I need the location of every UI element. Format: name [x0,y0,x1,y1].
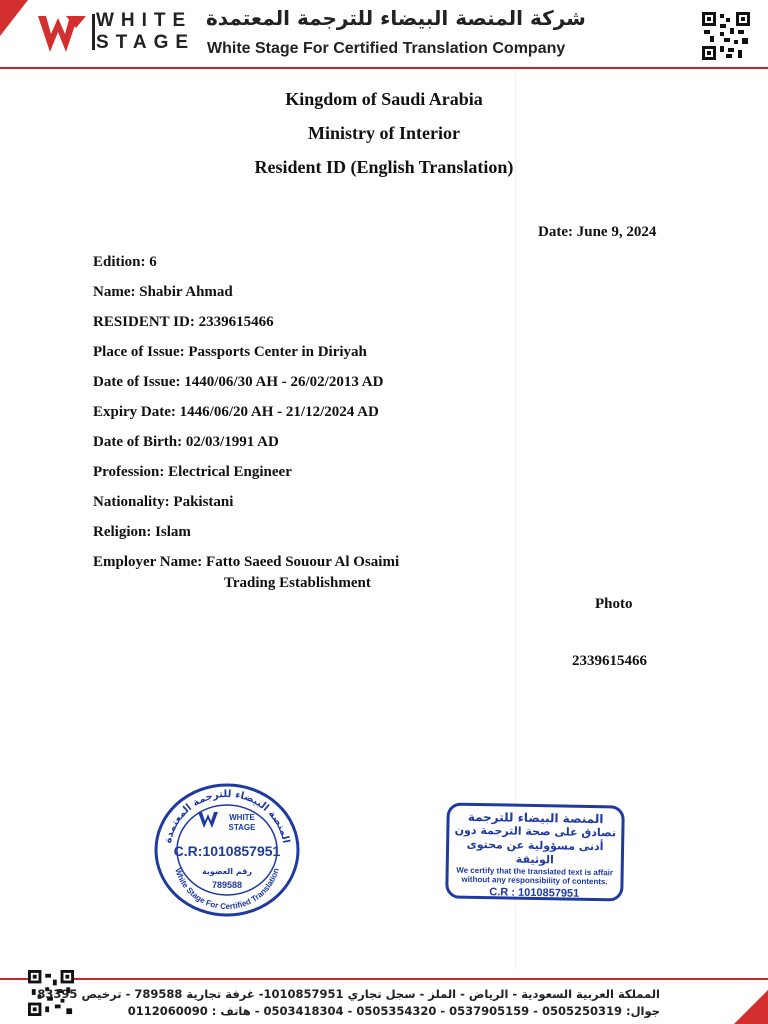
footer-address: المملكة العربية السعودية - الرياض - الملز - سجل تجاري 1010857951- غرفة تجارية 789588 - ترخيص 83395 [37,987,660,1001]
ws-logo-icon [36,12,88,56]
corner-decoration-bottom [730,990,768,1024]
header-rule [0,67,768,69]
doc-title-ministry: Ministry of Interior [308,123,460,143]
field-resident-id: RESIDENT ID: 2339615466 [93,314,274,330]
doc-title-document: Resident ID (English Translation) [254,157,514,177]
doc-title-country: Kingdom of Saudi Arabia [285,89,483,109]
stamp-line-ar-3: أدنى مسؤولية عن محتوى الوثيقة [466,837,604,867]
round-stamp-ring-ar: المنصة البيضاء للترجمة المعتمدة [162,788,292,845]
field-place-of-issue: Place of Issue: Passports Center in Diriyah [93,344,367,360]
stamp-line-ar-2: نصادق على صحة الترجمة دون [454,823,617,840]
svg-text:المنصة البيضاء للترجمة المعتمد [163,789,291,844]
stamp-line-ar-1: المنصة البيضاء للترجمة [467,809,604,827]
round-stamp-cr: C.R:1010857951 [173,843,281,859]
field-edition: Edition: 6 [93,254,157,270]
field-date-of-issue: Date of Issue: 1440/06/30 AH - 26/02/2013 AD [93,374,384,390]
round-stamp-member-no: 789588 [211,880,243,890]
round-stamp-label-ar: رقم العضوية [202,867,252,876]
company-name-arabic: شركة المنصة البيضاء للترجمة المعتمدة [206,6,586,30]
field-name: Name: Shabir Ahmad [93,284,233,300]
footer-rule [0,978,768,980]
field-nationality: Nationality: Pakistani [93,494,234,510]
brand-word-stage: STAGE [96,32,196,53]
stamp-line-en-1: We certify that the translated text is affair [456,865,614,878]
footer-phones: جوال: 0505250319 - 0537905159 - 0505354320 - 0503418304 - هاتف : 0112060090 [127,1004,660,1018]
document-date: Date: June 9, 2024 [538,224,657,240]
photo-label: Photo [595,596,633,612]
round-stamp [154,782,300,918]
round-stamp-brand-2: STAGE [228,823,256,832]
certification-stamp [445,802,625,901]
header-divider [92,14,95,50]
field-employer-name-continued: Trading Establishment [224,575,371,591]
photo-id-number: 2339615466 [572,653,647,669]
company-name-english: White Stage For Certified Translation Company [207,40,566,57]
stamp-cr: C.R : 1010857951 [489,886,580,900]
round-stamp-brand-1: WHITE [229,813,255,822]
round-stamp-logo-icon [198,812,218,828]
round-stamp-ring-en: White Stage For Certified Translation [173,867,281,912]
field-religion: Religion: Islam [93,524,191,540]
stamp-line-en-2: without any responsibility of contents. [461,874,608,887]
field-profession: Profession: Electrical Engineer [93,464,292,480]
field-employer-name: Employer Name: Fatto Saeed Souour Al Osaimi [93,554,400,570]
field-expiry-date: Expiry Date: 1446/06/20 AH - 21/12/2024 AD [93,404,379,420]
brand-word-white: WHITE [96,10,193,31]
corner-decoration-top [0,0,30,40]
qr-code-icon [702,12,750,60]
field-date-of-birth: Date of Birth: 02/03/1991 AD [93,434,279,450]
